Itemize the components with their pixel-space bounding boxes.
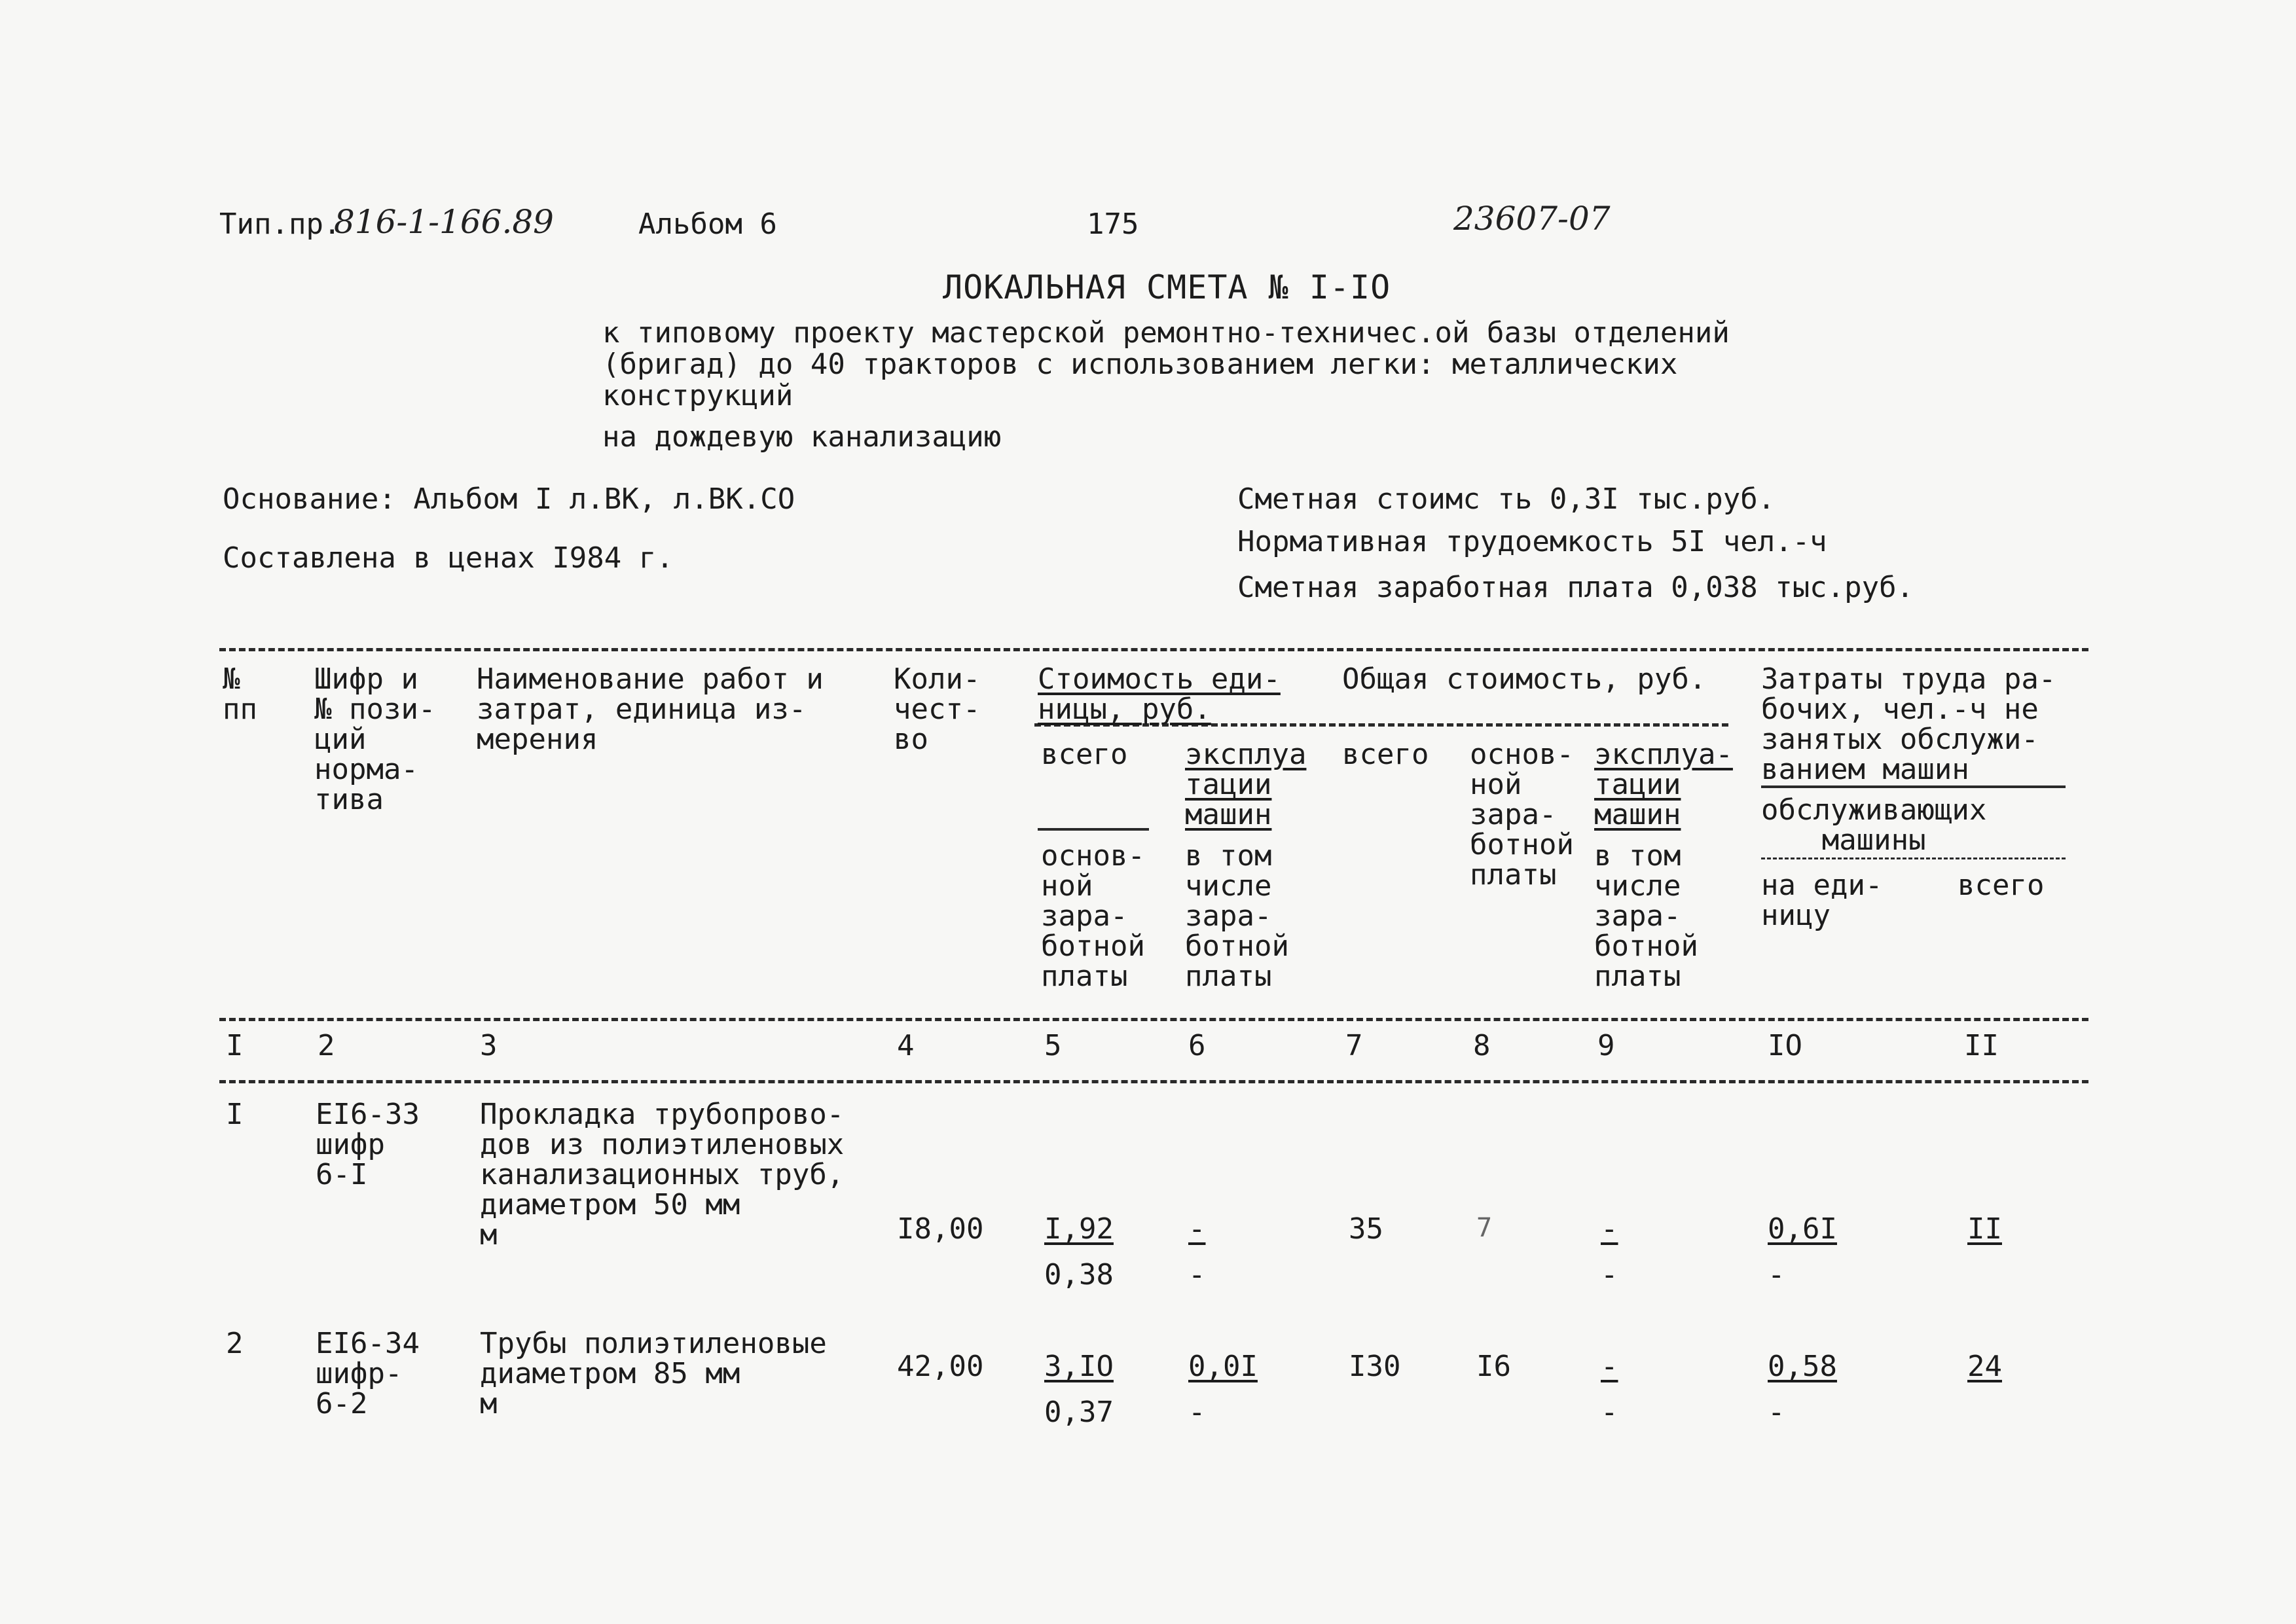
row-unit-total: I,92 — [1044, 1212, 1114, 1246]
header-num: № пп — [223, 662, 257, 726]
row-unit-exp: 0,0I — [1188, 1350, 1258, 1383]
column-number: 2 — [318, 1029, 335, 1062]
header-total-all: всего — [1342, 738, 1429, 771]
header-total-cost: Общая стоимость, руб. — [1342, 662, 1707, 696]
row-total-exp-incl: - — [1601, 1258, 1618, 1291]
estimated-salary: Сметная заработная плата 0,038 тыс.руб. — [1237, 571, 1914, 604]
header-code: Шифр и № пози- ций норма- тива — [314, 662, 436, 816]
row-num: I — [226, 1098, 244, 1131]
registry-number: 23607-07 — [1453, 200, 1611, 238]
header-labor-sub: обслуживающих машины — [1761, 793, 1987, 857]
header-per-unit: на еди- ницу — [1761, 869, 1883, 932]
header-total-main: основ- ной зара- ботной платы — [1470, 738, 1574, 892]
header-unit-exp: эксплуа тации машин — [1185, 738, 1307, 831]
header-unit-exp-incl: в том числе зара- ботной платы — [1185, 839, 1289, 993]
estimate-title: ЛОКАЛЬНАЯ СМЕТА № I-IO — [943, 268, 1391, 306]
project-prefix: Тип.пр. — [219, 208, 341, 241]
row-total-all: 35 — [1349, 1212, 1383, 1246]
column-numbers-rule — [219, 1080, 2088, 1083]
row-name: Прокладка трубопрово- дов из полиэтиленовых канализационных труб, диаметром 50 мм м — [480, 1098, 845, 1252]
price-year-text: Составлена в ценах I984 г. — [223, 541, 674, 575]
column-number: 4 — [897, 1029, 915, 1062]
row-per-unit: 0,58 — [1768, 1350, 1837, 1383]
column-number: 9 — [1597, 1029, 1615, 1062]
project-code: 816-1-166.89 — [334, 203, 554, 241]
column-number: 7 — [1345, 1029, 1363, 1062]
column-number: 5 — [1044, 1029, 1062, 1062]
row-qty: 42,00 — [897, 1350, 984, 1383]
row-total-main: 7 — [1476, 1213, 1493, 1243]
header-labor: Затраты труда ра- бочих, чел.-ч не занятых обслужи- ванием машин — [1761, 662, 2056, 786]
row-code: EI6-33 шифр 6-I — [316, 1098, 420, 1191]
header-total-exp-incl: в том числе зара- ботной платы — [1594, 839, 1698, 993]
column-number: 6 — [1188, 1029, 1206, 1062]
row-total-exp: - — [1601, 1212, 1618, 1246]
album-label: Альбом 6 — [638, 208, 777, 241]
basis-text: Основание: Альбом I л.ВК, л.ВК.СО — [223, 482, 795, 516]
page-number: 175 — [1087, 208, 1139, 241]
row-unit-exp-incl: - — [1188, 1396, 1206, 1429]
row-qty: I8,00 — [897, 1212, 984, 1246]
table-top-rule — [219, 648, 2088, 651]
row-per-unit: 0,6I — [1768, 1212, 1837, 1246]
row-code: EI6-34 шифр- 6-2 — [316, 1327, 420, 1420]
header-unit-total: всего — [1041, 738, 1128, 771]
labor-intensity: Нормативная трудоемкость 5I чел.-ч — [1237, 525, 1827, 558]
row-total-all: I30 — [1349, 1350, 1401, 1383]
header-qty: Коли- чест- во — [894, 662, 981, 756]
column-number: IO — [1768, 1029, 1802, 1062]
header-bottom-rule — [219, 1018, 2088, 1021]
row-num: 2 — [226, 1327, 244, 1360]
row-per-unit-sub: - — [1768, 1396, 1785, 1429]
row-unit-main: 0,37 — [1044, 1396, 1114, 1429]
column-number: I — [226, 1029, 244, 1062]
header-unit-main: основ- ной зара- ботной платы — [1041, 839, 1145, 993]
column-number: 3 — [480, 1029, 498, 1062]
header-all: всего — [1958, 869, 2045, 902]
column-number: II — [1964, 1029, 1999, 1062]
row-all: II — [1967, 1212, 2002, 1246]
row-unit-total: 3,IO — [1044, 1350, 1114, 1383]
row-all: 24 — [1967, 1350, 2002, 1383]
row-unit-main: 0,38 — [1044, 1258, 1114, 1291]
column-number: 8 — [1473, 1029, 1491, 1062]
estimated-cost: Сметная стоимс ть 0,3I тыс.руб. — [1237, 482, 1776, 516]
estimate-subtitle: к типовому проекту мастерской ремонтно-техничес.ой базы отделений (бригад) до 40 тракторов с использованием легки: металлических конструкций — [602, 316, 1730, 412]
row-total-exp-incl: - — [1601, 1396, 1618, 1429]
row-unit-exp: - — [1188, 1212, 1206, 1246]
row-total-exp: - — [1601, 1350, 1618, 1383]
header-total-exp: эксплуа- тации машин — [1594, 738, 1733, 831]
row-name: Трубы полиэтиленовые диаметром 85 мм м — [480, 1327, 827, 1420]
row-per-unit-sub: - — [1768, 1258, 1785, 1291]
row-unit-exp-incl: - — [1188, 1258, 1206, 1291]
header-name: Наименование работ и затрат, единица из- мерения — [477, 662, 824, 756]
unit-cost-divider — [1038, 828, 1149, 831]
row-total-main: I6 — [1476, 1350, 1511, 1383]
header-unit-cost: Стоимость еди- ницы, руб. — [1038, 662, 1281, 726]
estimate-subject: на дождевую канализацию — [602, 420, 1002, 454]
labor-sub-divider — [1761, 857, 2066, 859]
